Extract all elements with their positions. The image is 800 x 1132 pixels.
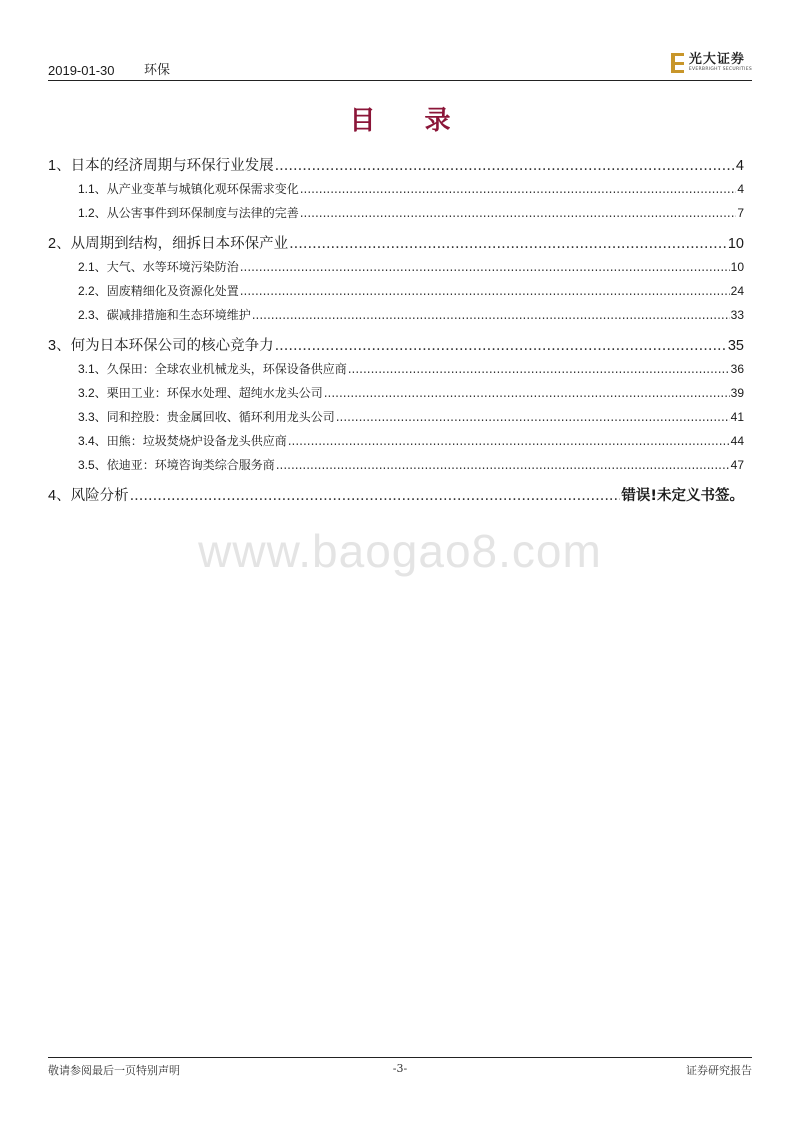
footer-report-type: 证券研究报告 — [686, 1064, 752, 1077]
watermark: www.baogao8.com — [198, 525, 602, 577]
toc-subsection-link[interactable] — [48, 282, 744, 306]
toc-entry-number: 3.1、 — [78, 362, 107, 376]
toc-section-link[interactable] — [48, 154, 744, 180]
toc-dot-leader — [252, 308, 730, 322]
toc-dot-leader — [289, 236, 727, 252]
toc-entry-number: 1、 — [48, 158, 71, 174]
toc-dot-leader — [276, 458, 730, 472]
toc-entry-page: 7 — [737, 206, 744, 220]
toc-entry-title: 从周期到结构，细拆日本环保产业 — [70, 236, 289, 252]
footer-disclaimer: 敬请参阅最后一页特别声明 — [48, 1064, 180, 1077]
toc-section-link[interactable] — [48, 484, 744, 510]
toc-subsection-link[interactable] — [48, 360, 744, 384]
toc-entry-title: 大气、水等环境污染防治 — [106, 260, 239, 274]
toc-entry-number: 2.3、 — [78, 308, 107, 322]
footer-divider — [48, 1057, 752, 1058]
toc-dot-leader — [130, 488, 621, 504]
toc-entry-number: 3、 — [48, 338, 71, 354]
toc-entry-page: 47 — [730, 458, 744, 472]
toc-entry-title: 固废精细化及资源化处置 — [106, 284, 239, 298]
toc-entry-number: 2.1、 — [78, 260, 107, 274]
toc-entry-page: 24 — [730, 284, 744, 298]
logo-cn-text: 光大证券 — [688, 52, 745, 68]
toc-dot-leader — [300, 182, 737, 196]
toc-entry-page: 44 — [730, 434, 744, 448]
toc-entry-title: 依迪亚：环境咨询类综合服务商 — [106, 458, 275, 472]
toc-entry-title: 久保田：全球农业机械龙头，环保设备供应商 — [106, 362, 347, 376]
toc-entry-title: 从公害事件到环保制度与法律的完善 — [106, 206, 299, 220]
toc-subsection-link[interactable] — [48, 384, 744, 408]
toc-entry-number: 2、 — [48, 236, 71, 252]
toc-entry-page: 4 — [735, 158, 744, 174]
toc-subsection-link[interactable] — [48, 258, 744, 282]
toc-entry-page: 39 — [730, 386, 744, 400]
toc-entry-title: 同和控股：贵金属回收、循环利用龙头公司 — [106, 410, 335, 424]
toc-entry-title: 风险分析 — [70, 488, 129, 504]
toc-heading: 目 录 — [349, 106, 471, 136]
report-date: 2019-01-30 — [48, 63, 115, 78]
toc-entry-number: 2.2、 — [78, 284, 107, 298]
toc-subsection-link[interactable] — [48, 180, 744, 204]
toc-entry-number: 3.4、 — [78, 434, 107, 448]
toc-entry-title: 田熊：垃圾焚烧炉设备龙头供应商 — [106, 434, 287, 448]
toc-dot-leader — [275, 158, 735, 174]
toc-entry-title: 日本的经济周期与环保行业发展 — [70, 158, 274, 174]
report-sector: 环保 — [144, 63, 171, 78]
toc-section-link[interactable] — [48, 232, 744, 258]
toc-dot-leader — [324, 386, 730, 400]
page-header — [48, 56, 752, 80]
toc-entry-number: 4、 — [48, 488, 71, 504]
toc-entry-number: 3.5、 — [78, 458, 107, 472]
toc-dot-leader — [240, 260, 730, 274]
toc-dot-leader — [275, 338, 727, 354]
toc-subsection-link[interactable] — [48, 204, 744, 228]
toc-subsection-link[interactable] — [48, 432, 744, 456]
logo-mark-icon — [671, 53, 685, 73]
toc-entry-number: 1.2、 — [78, 206, 107, 220]
logo-en-text: EVERBRIGHT SECURITIES — [688, 67, 752, 73]
toc-subsection-link[interactable] — [48, 408, 744, 432]
toc-entry-page: 33 — [730, 308, 744, 322]
toc-dot-leader — [240, 284, 730, 298]
toc-dot-leader — [300, 206, 737, 220]
toc-entry-page: 4 — [737, 182, 744, 196]
header-divider — [48, 80, 752, 81]
toc-entry-number: 1.1、 — [78, 182, 107, 196]
toc-entry-page: 35 — [727, 338, 744, 354]
toc-entry-page: 36 — [730, 362, 744, 376]
toc-entry-title: 栗田工业：环保水处理、超纯水龙头公司 — [106, 386, 323, 400]
toc-entry-page: 10 — [727, 236, 744, 252]
toc-dot-leader — [336, 410, 730, 424]
toc-entry-title: 从产业变革与城镇化观环保需求变化 — [106, 182, 299, 196]
company-logo — [671, 50, 752, 76]
toc-entry-title: 碳减排措施和生态环境维护 — [106, 308, 251, 322]
toc-entry-number: 3.2、 — [78, 386, 107, 400]
toc-section-link[interactable] — [48, 334, 744, 360]
page-number: -3- — [392, 1062, 408, 1075]
toc-entry-page: 错误!未定义书签。 — [621, 488, 744, 504]
toc-entry-page: 41 — [730, 410, 744, 424]
toc-entry-page: 10 — [730, 260, 744, 274]
toc-entry-title: 何为日本环保公司的核心竞争力 — [70, 338, 274, 354]
toc-subsection-link[interactable] — [48, 306, 744, 330]
toc-dot-leader — [288, 434, 730, 448]
toc-subsection-link[interactable] — [48, 456, 744, 480]
toc-dot-leader — [348, 362, 730, 376]
table-of-contents — [48, 150, 744, 510]
toc-entry-number: 3.3、 — [78, 410, 107, 424]
